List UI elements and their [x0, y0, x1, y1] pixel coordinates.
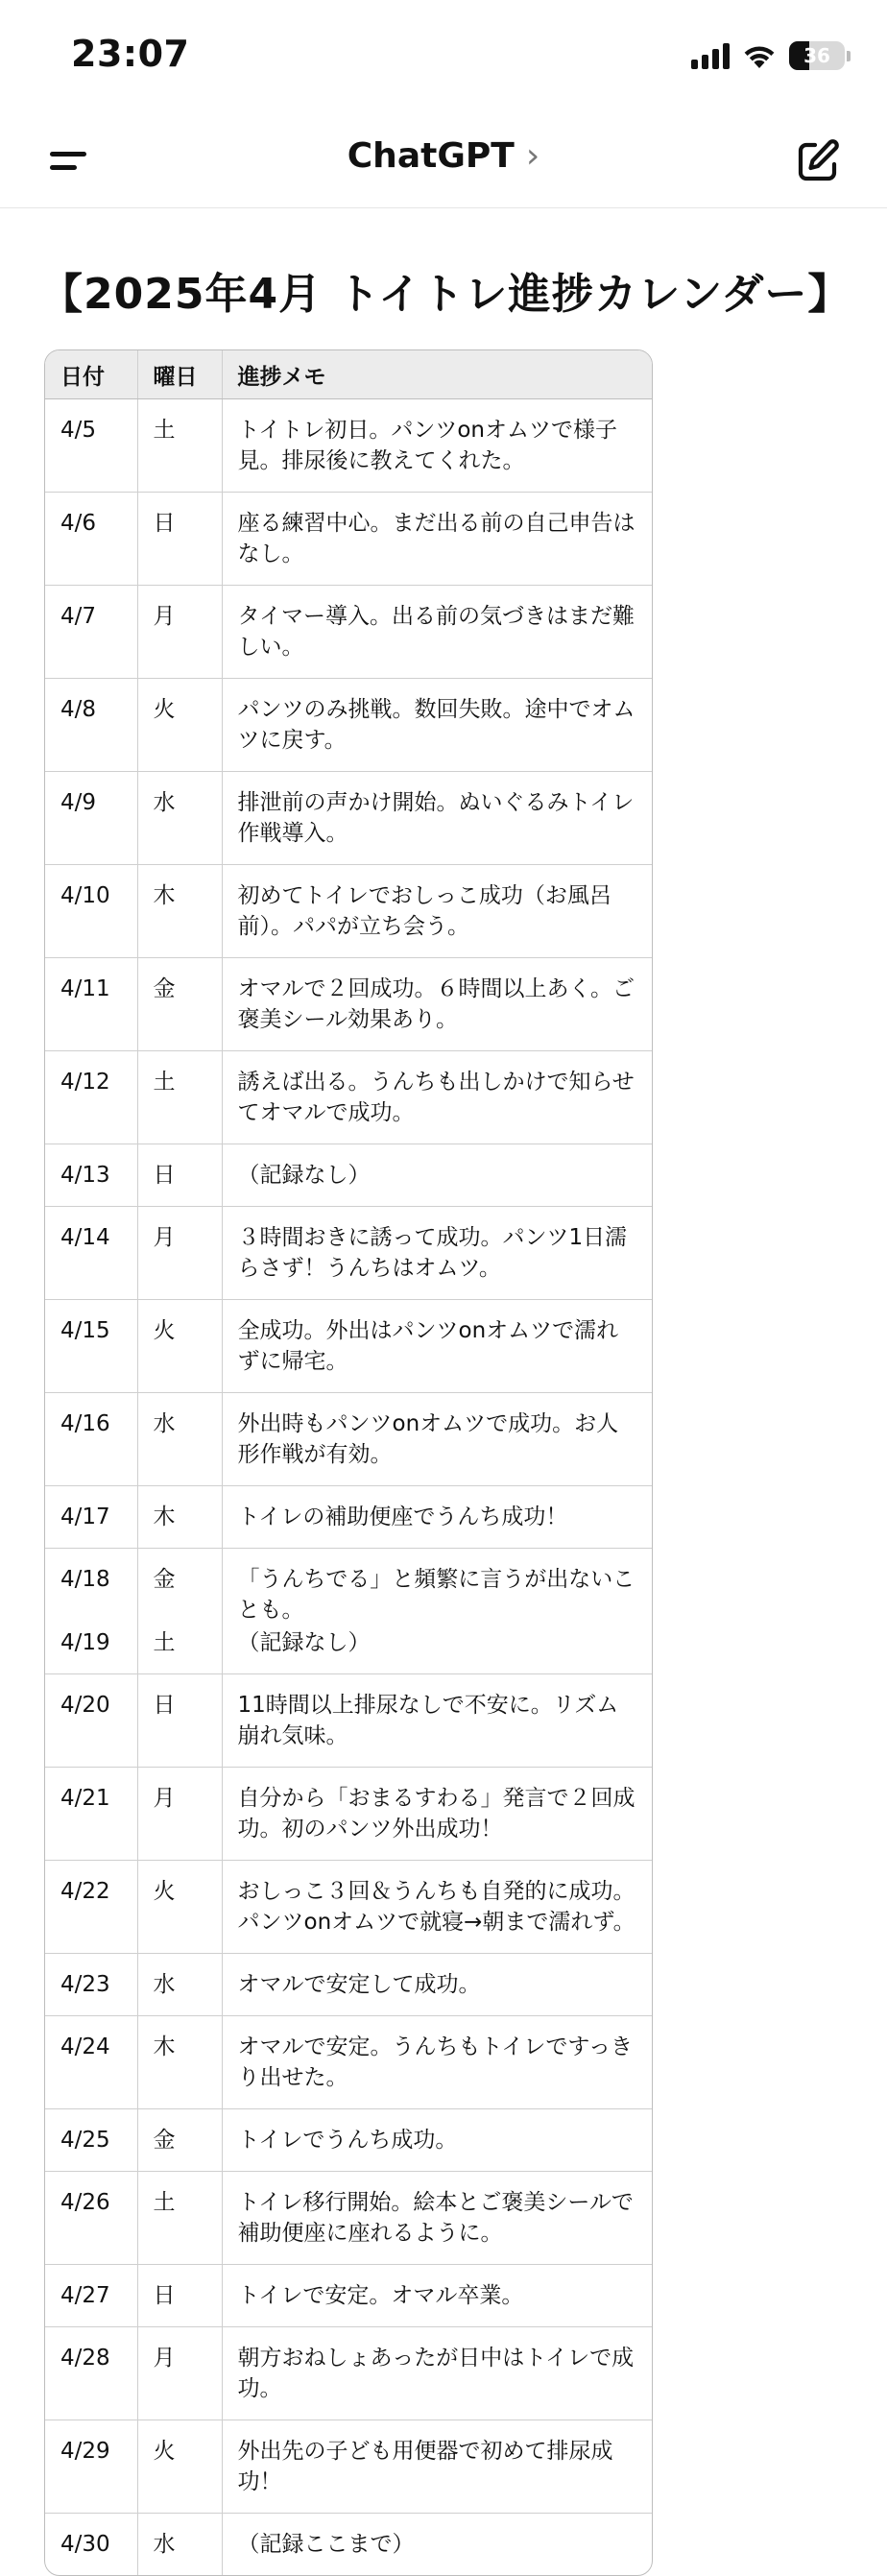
- memo-cell: トイトレ初日。パンツonオムツで様子見。排尿後に教えてくれた。: [222, 399, 652, 493]
- memo-cell: 全成功。外出はパンツonオムツで濡れずに帰宅。: [222, 1300, 652, 1393]
- status-bar: [0, 0, 887, 115]
- new-chat-icon[interactable]: [791, 134, 845, 188]
- memo-cell: 11時間以上排尿なしで不安に。リズム崩れ気味。: [222, 1674, 652, 1768]
- day-cell: 木: [137, 1486, 222, 1549]
- header-memo: 進捗メモ: [222, 350, 652, 399]
- table-row: [45, 1486, 652, 1549]
- date-cell: 4/20: [45, 1674, 137, 1768]
- date-cell: 4/11: [45, 958, 137, 1051]
- table-row: [45, 1300, 652, 1393]
- day-cell: 月: [137, 1207, 222, 1300]
- table-row: [45, 2016, 652, 2109]
- date-cell: 4/13: [45, 1144, 137, 1207]
- day-cell: 金: [137, 2109, 222, 2172]
- day-cell: 火: [137, 1300, 222, 1393]
- memo-cell: トイレで安定。オマル卒業。: [222, 2265, 652, 2327]
- day-cell: 火: [137, 2420, 222, 2514]
- day-cell: 月: [137, 2327, 222, 2420]
- day-cell: 金: [137, 958, 222, 1051]
- memo-cell: （記録なし）: [222, 1144, 652, 1207]
- chat-message: [40, 259, 851, 2576]
- day-cell: 月: [137, 586, 222, 679]
- day-cell: 水: [137, 1954, 222, 2016]
- table-row: [45, 1627, 652, 1674]
- wifi-icon: [741, 42, 778, 69]
- table-row: [45, 2172, 652, 2265]
- header-day: 曜日: [137, 350, 222, 399]
- date-cell: 4/24: [45, 2016, 137, 2109]
- date-cell: 4/10: [45, 865, 137, 958]
- date-cell: 4/27: [45, 2265, 137, 2327]
- memo-cell: 排泄前の声かけ開始。ぬいぐるみトイレ作戦導入。: [222, 772, 652, 865]
- day-cell: 日: [137, 2265, 222, 2327]
- memo-cell: タイマー導入。出る前の気づきはまだ難しい。: [222, 586, 652, 679]
- status-time: 23:07: [71, 33, 190, 75]
- memo-cell: パンツのみ挑戦。数回失敗。途中でオムツに戻す。: [222, 679, 652, 772]
- table-row: [45, 1674, 652, 1768]
- table-row: [45, 1861, 652, 1954]
- date-cell: 4/18: [45, 1549, 137, 1628]
- memo-cell: （記録ここまで）: [222, 2514, 652, 2576]
- date-cell: 4/23: [45, 1954, 137, 2016]
- memo-cell: 座る練習中心。まだ出る前の自己申告はなし。: [222, 493, 652, 586]
- memo-cell: オマルで安定。うんちもトイレですっきり出せた。: [222, 2016, 652, 2109]
- battery-cap: [847, 51, 851, 61]
- table-row: [45, 1144, 652, 1207]
- header-date: 日付: [45, 350, 137, 399]
- day-cell: 火: [137, 679, 222, 772]
- battery-percent: 36: [803, 44, 830, 67]
- date-cell: 4/12: [45, 1051, 137, 1144]
- date-cell: 4/19: [60, 1630, 110, 1655]
- memo-cell: 外出先の子ども用便器で初めて排尿成功！: [222, 2420, 652, 2514]
- cellular-signal-icon: [691, 42, 730, 69]
- date-cell: 4/21: [45, 1768, 137, 1861]
- memo-cell: 誘えば出る。うんちも出しかけで知らせてオマルで成功。: [222, 1051, 652, 1144]
- table-row: [45, 1051, 652, 1144]
- table-row: [45, 2327, 652, 2420]
- day-cell: 日: [137, 493, 222, 586]
- chevron-right-icon: ›: [525, 136, 540, 176]
- memo-cell: トイレ移行開始。絵本とご褒美シールで補助便座に座れるように。: [222, 2172, 652, 2265]
- table-row: [45, 1768, 652, 1861]
- model-selector[interactable]: [0, 136, 887, 176]
- table-row: [45, 2109, 652, 2172]
- date-cell: 4/7: [45, 586, 137, 679]
- table-row: [45, 772, 652, 865]
- table-row: [45, 1549, 652, 1628]
- day-cell: 月: [137, 1768, 222, 1861]
- memo-cell: 「うんちでる」と頻繁に言うが出ないことも。: [222, 1549, 652, 1628]
- memo-cell: 初めてトイレでおしっこ成功（お風呂前）。パパが立ち会う。: [222, 865, 652, 958]
- table-row: [45, 958, 652, 1051]
- table-row: [45, 2514, 652, 2576]
- memo-cell: トイレでうんち成功。: [222, 2109, 652, 2172]
- table-row: [45, 2420, 652, 2514]
- date-cell: 4/28: [45, 2327, 137, 2420]
- date-cell: 4/8: [45, 679, 137, 772]
- day-cell: 水: [137, 772, 222, 865]
- table-row: [45, 586, 652, 679]
- day-cell: 水: [137, 2514, 222, 2576]
- date-cell: 4/25: [45, 2109, 137, 2172]
- table-header-row: [45, 350, 652, 399]
- table-row: [45, 679, 652, 772]
- memo-cell: 朝方おねしょあったが日中はトイレで成功。: [222, 2327, 652, 2420]
- day-cell: 木: [137, 865, 222, 958]
- date-cell: 4/5: [60, 418, 97, 443]
- day-cell: 土: [137, 1627, 222, 1674]
- day-cell: 火: [137, 1861, 222, 1954]
- table-row: [45, 865, 652, 958]
- battery-icon: [789, 41, 845, 70]
- day-cell: 日: [137, 1144, 222, 1207]
- memo-cell: おしっこ３回＆うんちも自発的に成功。パンツonオムツで就寝→朝まで濡れず。: [222, 1861, 652, 1954]
- memo-cell: 外出時もパンツonオムツで成功。お人形作戦が有効。: [222, 1393, 652, 1486]
- memo-cell: オマルで安定して成功。: [222, 1954, 652, 2016]
- memo-cell: 自分から「おまるすわる」発言で２回成功。初のパンツ外出成功！: [222, 1768, 652, 1861]
- table-row: [45, 1207, 652, 1300]
- day-cell: 水: [137, 1393, 222, 1486]
- table-row: [45, 493, 652, 586]
- table-row: [45, 399, 652, 493]
- nav-bar: [0, 115, 887, 208]
- table-row: [45, 1393, 652, 1486]
- memo-cell: オマルで２回成功。６時間以上あく。ご褒美シール効果あり。: [222, 958, 652, 1051]
- memo-cell: ３時間おきに誘って成功。パンツ1日濡らさず！うんちはオムツ。: [222, 1207, 652, 1300]
- date-cell: 4/14: [45, 1207, 137, 1300]
- day-cell: 土: [137, 1051, 222, 1144]
- status-icons: [691, 38, 851, 73]
- app-title: ChatGPT: [347, 136, 515, 176]
- date-cell: 4/15: [45, 1300, 137, 1393]
- date-cell: 4/22: [45, 1861, 137, 1954]
- day-cell: 金: [137, 1549, 222, 1628]
- date-cell: 4/26: [45, 2172, 137, 2265]
- memo-cell: トイレの補助便座でうんち成功！: [222, 1486, 652, 1549]
- table-row: [45, 2265, 652, 2327]
- table-row: [45, 1954, 652, 2016]
- day-cell: 土: [137, 399, 222, 493]
- date-cell: 4/6: [45, 493, 137, 586]
- message-heading: 【2025年4月 トイトレ進捗カレンダー】: [40, 270, 851, 319]
- day-cell: 日: [137, 1674, 222, 1768]
- date-cell: 4/17: [45, 1486, 137, 1549]
- date-cell: 4/9: [45, 772, 137, 865]
- date-cell: 4/30: [45, 2514, 137, 2576]
- date-cell: 4/29: [45, 2420, 137, 2514]
- day-cell: 土: [137, 2172, 222, 2265]
- progress-table: [44, 349, 653, 2576]
- day-cell: 木: [137, 2016, 222, 2109]
- date-cell: 4/16: [45, 1393, 137, 1486]
- memo-cell: （記録なし）: [222, 1627, 652, 1674]
